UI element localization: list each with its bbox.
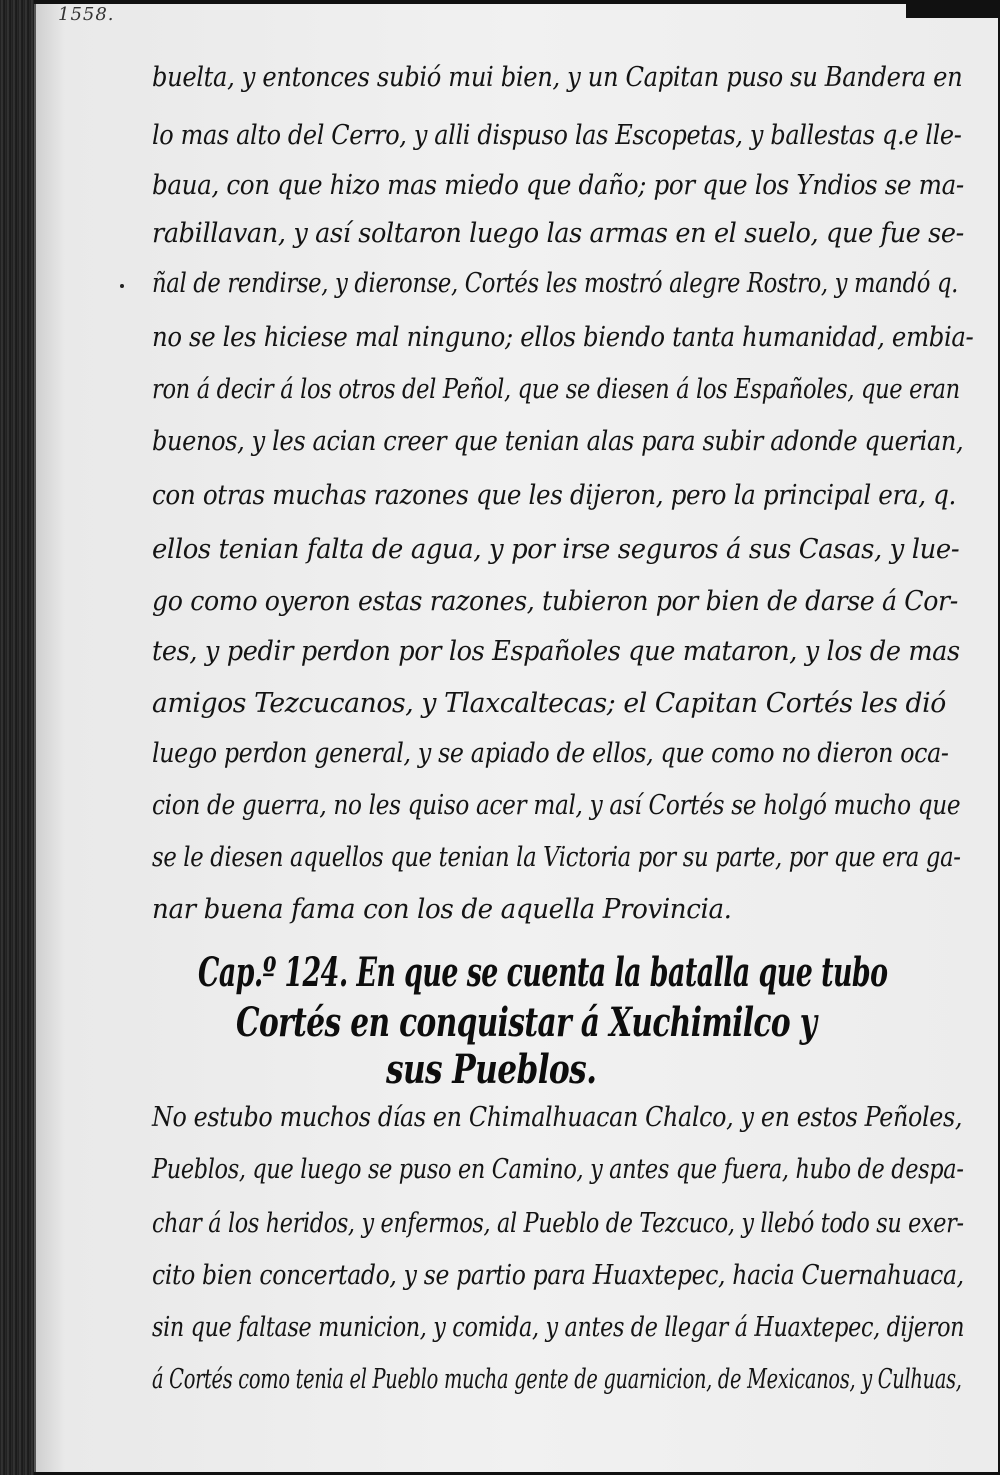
chapter-line: cito bien concertado, y se partio para Huaxtepec, hacia Cuernahuaca, (152, 1260, 964, 1291)
body-line: buenos, y les acian creer que tenian alas para subir adonde querian, (152, 426, 964, 457)
body-line: nar buena fama con los de aquella Provincia. (152, 894, 732, 925)
body-line: ñal de rendirse, y dieronse, Cortés les mostró alegre Rostro, y mandó q. (152, 268, 959, 299)
body-line: se le diesen aquellos que tenian la Victoria por su parte, por que era ga- (152, 842, 961, 873)
chapter-heading-line: Cap.º 124. En que se cuenta la batalla que tubo (198, 949, 888, 996)
chapter-line: char á los heridos, y enfermos, al Pueblo de Tezcuco, y llebó todo su exer- (152, 1208, 964, 1239)
body-line: ellos tenian falta de agua, y por irse seguros á sus Casas, y lue- (152, 534, 960, 565)
body-line: luego perdon general, y se apiado de ellos, que como no dieron oca- (152, 738, 949, 769)
book-page-edges (0, 0, 34, 1475)
chapter-line: No estubo muchos días en Chimalhuacan Chalco, y en estos Peñoles, (152, 1102, 963, 1133)
page-number: 1558. (58, 4, 115, 25)
body-line: amigos Tezcucanos, y Tlaxcaltecas; el Capitan Cortés les dió (152, 688, 946, 719)
chapter-line: Pueblos, que luego se puso en Camino, y antes que fuera, hubo de despa- (152, 1154, 964, 1185)
body-line: ron á decir á los otros del Peñol, que se diesen á los Españoles, que eran (152, 374, 960, 405)
body-line: cion de guerra, no les quiso acer mal, y así Cortés se holgó mucho que (152, 790, 961, 821)
chapter-line: sin que faltase municion, y comida, y antes de llegar á Huaxtepec, dijeron (152, 1312, 965, 1343)
body-line: rabillavan, y así soltaron luego las armas en el suelo, que fue se- (152, 218, 964, 249)
manuscript-page (34, 4, 998, 1472)
body-line: tes, y pedir perdon por los Españoles que mataron, y los de mas (152, 636, 960, 667)
body-line: go como oyeron estas razones, tubieron por bien de darse á Cor- (152, 586, 958, 617)
body-line: no se les hiciese mal ninguno; ellos biendo tanta humanidad, embia- (152, 322, 974, 353)
body-line: buelta, y entonces subió mui bien, y un Capitan puso su Bandera en (152, 62, 963, 93)
chapter-line: á Cortés como tenia el Pueblo mucha gente de guarnicion, de Mexicanos, y Culhuas, (152, 1364, 962, 1395)
body-line: baua, con que hizo mas miedo que daño; por que los Yndios se ma- (152, 170, 964, 201)
body-line: con otras muchas razones que les dijeron, pero la principal era, q. (152, 480, 957, 511)
chapter-heading-line: Cortés en conquistar á Xuchimilco y (236, 999, 817, 1046)
chapter-heading-line: sus Pueblos. (386, 1046, 597, 1093)
page-text (36, 4, 998, 1472)
body-line: lo mas alto del Cerro, y alli dispuso las Escopetas, y ballestas q.e lle- (152, 120, 962, 151)
